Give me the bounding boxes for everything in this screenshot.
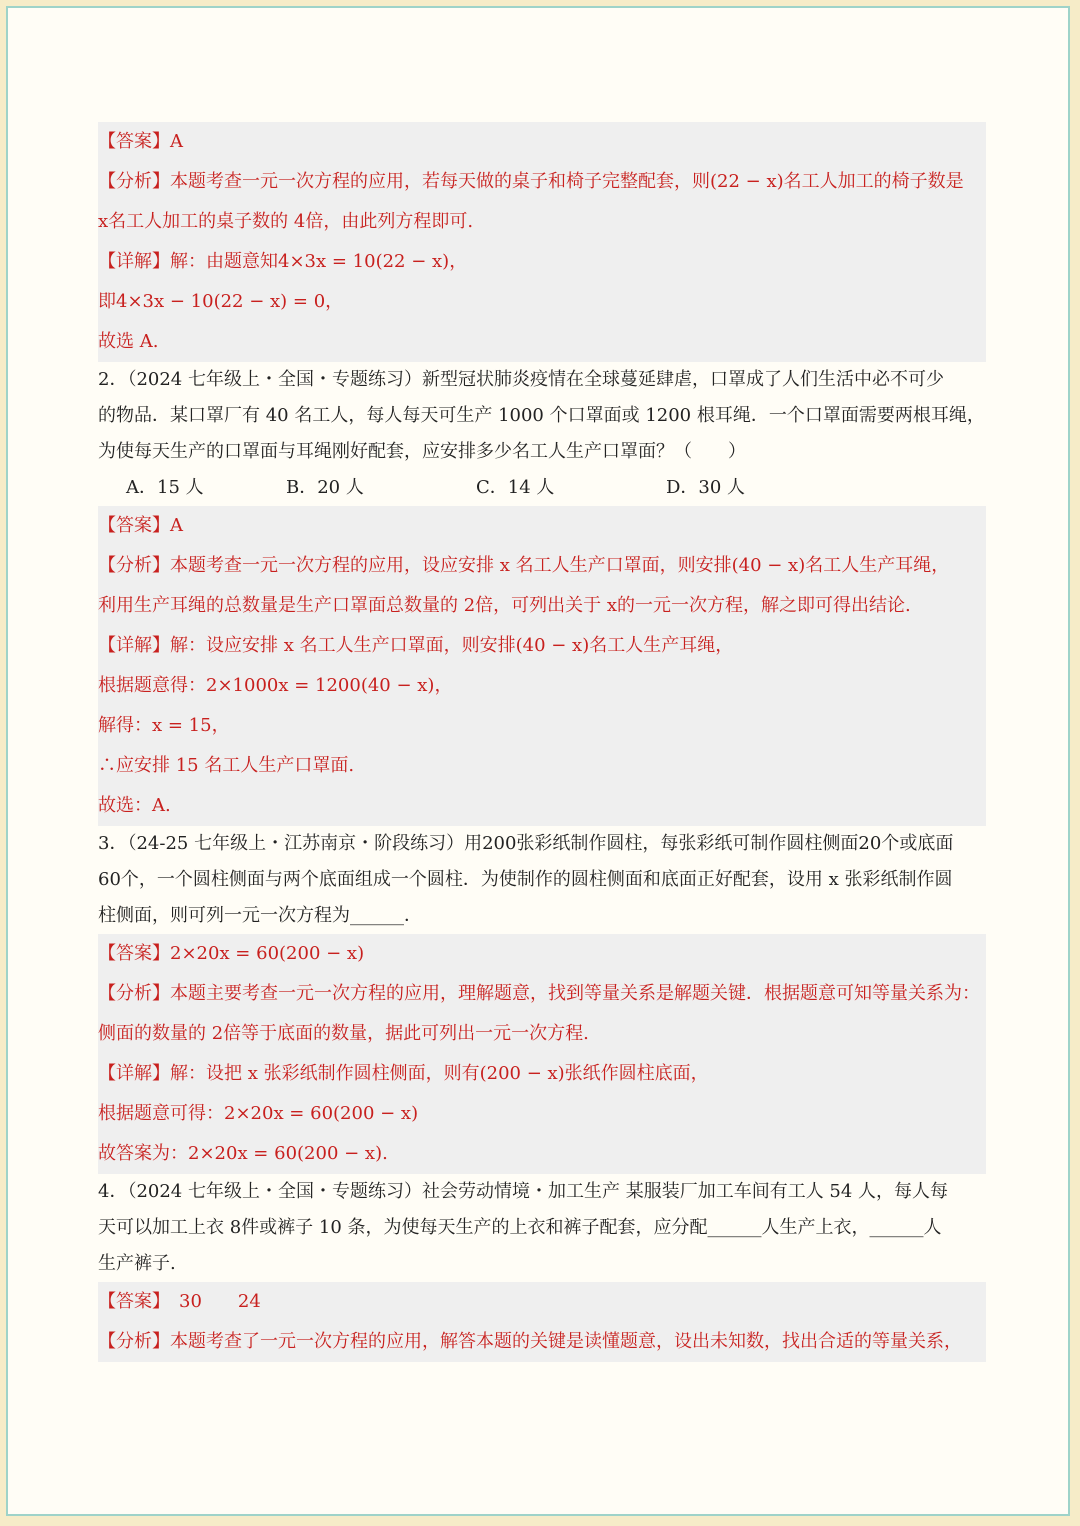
question-3-line3: 柱侧面，则可列一元一次方程为______．	[98, 905, 422, 926]
question-3-line1: 3．（24-25 七年级上・江苏南京・阶段练习）用200张彩纸制作圆柱，每张彩纸可制作圆柱侧面20个或底面	[98, 833, 954, 854]
option-b: B．20 人	[286, 477, 364, 498]
option-c: C．14 人	[476, 477, 555, 498]
question-2-line1: 2．（2024 七年级上・全国・专题练习）新型冠状肺炎疫情在全球蔓延肆虐，口罩成了人们生活中必不可少	[98, 369, 944, 390]
question-4-line3: 生产裤子.	[98, 1253, 176, 1274]
analysis-q2-line2: 利用生产耳绳的总数量是生产口罩面总数量的 2倍，可列出关于 x的一元一次方程，解之即可得出结论.	[98, 586, 986, 626]
detail-q2-line1: 【详解】解：设应安排 x 名工人生产口罩面，则安排(40 − x)名工人生产耳绳，	[98, 626, 986, 666]
analysis-q1-line2: x名工人加工的桌子数的 4倍，由此列方程即可.	[98, 202, 986, 242]
detail-q3-line1: 【详解】解：设把 x 张彩纸制作圆柱侧面，则有(200 − x)张纸作圆柱底面，	[98, 1054, 986, 1094]
question-2-line2: 的物品．某口罩厂有 40 名工人，每人每天可生产 1000 个口罩面或 1200 根耳绳．一个口罩面需要两根耳绳，	[98, 405, 985, 426]
detail-q2-line5: 故选：A.	[98, 786, 986, 826]
answer-label-q4: 【答案】 30 24	[98, 1282, 986, 1322]
option-d: D．30 人	[666, 477, 746, 498]
analysis-q4-line1: 【分析】本题考查了一元一次方程的应用，解答本题的关键是读懂题意，设出未知数，找出合适的等量关系，	[98, 1322, 986, 1362]
analysis-q1-line1: 【分析】本题考查一元一次方程的应用，若每天做的桌子和椅子完整配套，则(22 − x)名工人加工的椅子数是	[98, 162, 986, 202]
answer-label-q3: 【答案】2×20x = 60(200 − x)	[98, 934, 986, 974]
detail-q1-line1: 【详解】解：由题意知4×3x = 10(22 − x)，	[98, 242, 986, 282]
detail-q3-line2: 根据题意可得：2×20x = 60(200 − x)	[98, 1094, 986, 1134]
question-4-line2: 天可以加工上衣 8件或裤子 10 条，为使每天生产的上衣和裤子配套，应分配______人生产上衣，______人	[98, 1217, 942, 1238]
detail-q2-line2: 根据题意得：2×1000x = 1200(40 − x)，	[98, 666, 986, 706]
question-3-line2: 60个，一个圆柱侧面与两个底面组成一个圆柱．为使制作的圆柱侧面和底面正好配套，设用 x 张彩纸制作圆	[98, 869, 953, 890]
detail-q2-line4: ∴应安排 15 名工人生产口罩面.	[98, 746, 986, 786]
analysis-q3-line1: 【分析】本题主要考查一元一次方程的应用，理解题意，找到等量关系是解题关键．根据题意可知等量关系为：	[98, 974, 986, 1014]
detail-q1-line3: 故选 A.	[98, 322, 986, 362]
document-content	[98, 122, 986, 1362]
answer-label-q2: 【答案】A	[98, 506, 986, 546]
answer-label-q1: 【答案】A	[98, 122, 986, 162]
analysis-q3-line2: 侧面的数量的 2倍等于底面的数量，据此可列出一元一次方程.	[98, 1014, 986, 1054]
option-a: A．15 人	[126, 477, 204, 498]
question-2-options	[98, 470, 986, 506]
question-4-line1: 4．（2024 七年级上・全国・专题练习）社会劳动情境・加工生产 某服装厂加工车间有工人 54 人，每人每	[98, 1181, 949, 1202]
question-2-line3: 为使每天生产的口罩面与耳绳刚好配套，应安排多少名工人生产口罩面？（ ）	[98, 441, 746, 462]
detail-q2-line3: 解得：x = 15，	[98, 706, 986, 746]
detail-q1-line2: 即4×3x − 10(22 − x) = 0，	[98, 282, 986, 322]
analysis-q2-line1: 【分析】本题考查一元一次方程的应用，设应安排 x 名工人生产口罩面，则安排(40 − x)名工人生产耳绳，	[98, 546, 986, 586]
detail-q3-line3: 故答案为：2×20x = 60(200 − x).	[98, 1134, 986, 1174]
